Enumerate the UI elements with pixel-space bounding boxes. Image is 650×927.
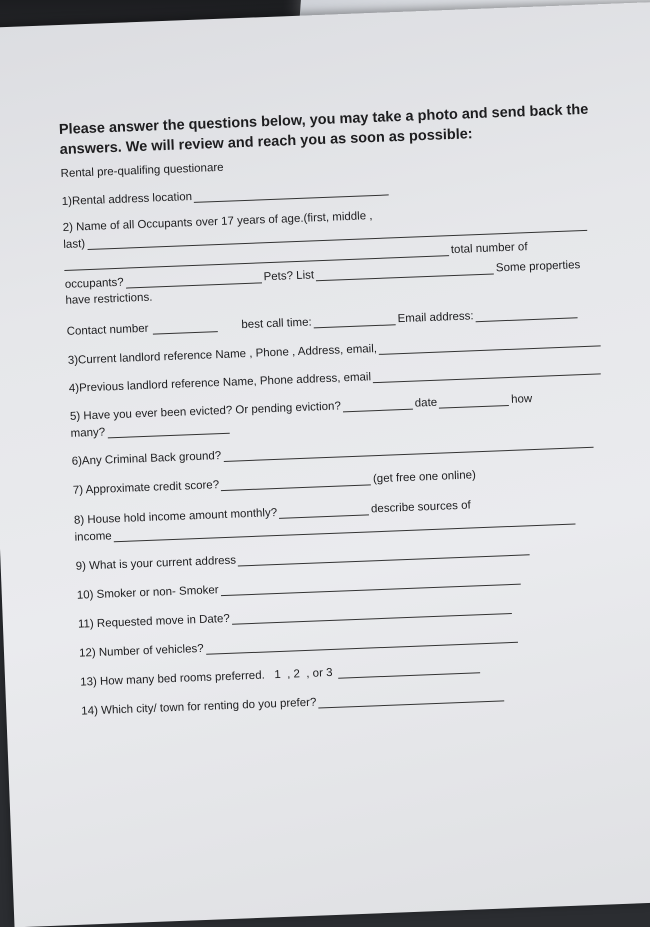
question-1 <box>61 182 391 208</box>
q11-answer-line[interactable] <box>232 601 512 625</box>
q3-label: 3)Current landlord reference Name , Phone , Address, email, <box>67 343 378 367</box>
q12-answer-line[interactable] <box>205 630 517 655</box>
q1-answer-line[interactable] <box>194 182 389 202</box>
contact-number-line[interactable] <box>152 319 217 334</box>
q11-label: 11) Requested move in Date? <box>77 612 231 631</box>
q10-label: 10) Smoker or non- Smoker <box>76 584 219 602</box>
q4-answer-line[interactable] <box>373 361 601 383</box>
question-9 <box>75 542 532 573</box>
q2-last-label: last) <box>63 238 86 251</box>
q5-date-line[interactable] <box>439 393 509 409</box>
q7-answer-line[interactable] <box>221 472 371 491</box>
question-14 <box>81 688 506 717</box>
q5-how-label: how <box>510 393 533 406</box>
form-heading: Please answer the questions below, you may take a photo and send back the answers. We will review and reach you as soon as possible: <box>58 101 589 159</box>
q5-date-label: date <box>414 396 438 410</box>
q6-label: 6)Any Criminal Back ground? <box>71 450 222 468</box>
q14-label: 14) Which city/ town for renting do you prefer? <box>81 696 317 718</box>
contact-number-label: Contact number <box>66 322 149 338</box>
subtitle-text: Rental pre-qualifing questionare <box>60 161 224 181</box>
q8-sources-label: describe sources of <box>370 499 471 516</box>
q1-label: 1)Rental address location <box>61 190 193 208</box>
q14-answer-line[interactable] <box>318 688 504 708</box>
question-7 <box>73 468 477 496</box>
question-11 <box>78 601 514 631</box>
email-line[interactable] <box>475 305 577 322</box>
best-call-time-line[interactable] <box>313 312 395 328</box>
q4-label: 4)Previous landlord reference Name, Phone address, email <box>68 371 372 395</box>
contact-row <box>66 305 579 338</box>
q2-properties-label: Some properties <box>495 259 581 275</box>
q2-pets-line[interactable] <box>316 261 494 281</box>
q10-answer-line[interactable] <box>220 572 520 597</box>
q2-restrictions-label: have restrictions. <box>65 291 153 307</box>
q9-answer-line[interactable] <box>238 542 530 566</box>
question-4 <box>69 361 603 395</box>
question-5-line-2 <box>70 421 231 440</box>
q5-label: 5) Have you ever been evicted? Or pending eviction? <box>69 400 342 423</box>
q12-label: 12) Number of vehicles? <box>78 642 204 660</box>
best-call-time-label: best call time: <box>241 316 312 332</box>
question-3 <box>68 333 603 367</box>
q2-pets-label: Pets? List <box>263 269 315 284</box>
q7-note: (get free one online) <box>372 469 477 486</box>
q6-answer-line[interactable] <box>223 435 593 462</box>
q5-eviction-line[interactable] <box>343 397 413 413</box>
question-10 <box>77 572 523 602</box>
q13-label: 13) How many bed rooms preferred. 1 , 2 , or 3 <box>79 666 333 689</box>
q13-answer-line[interactable] <box>338 660 480 678</box>
q3-answer-line[interactable] <box>379 333 601 355</box>
q8-label: 8) House hold income amount monthly? <box>73 506 278 527</box>
q8-income-label: income <box>74 530 112 544</box>
q2-occupants-label: occupants? <box>64 276 124 291</box>
question-5 <box>70 392 533 423</box>
q2-label: 2) Name of all Occupants over 17 years of age.(first, middle , <box>62 210 373 234</box>
q2-total-label: total number of <box>450 241 528 257</box>
question-6 <box>71 435 595 468</box>
q9-label: 9) What is your current address <box>75 554 237 573</box>
email-label: Email address: <box>397 310 474 326</box>
question-13 <box>80 660 483 688</box>
form-subtitle <box>60 162 223 180</box>
question-2-line-5 <box>65 292 152 307</box>
question-12 <box>79 630 520 660</box>
form-content <box>58 99 601 718</box>
q7-label: 7) Approximate credit score? <box>72 479 220 497</box>
q2-occupants-line[interactable] <box>125 270 261 288</box>
q5-many-line[interactable] <box>107 421 229 439</box>
q5-many-label: many? <box>70 426 106 440</box>
q8-answer-line[interactable] <box>279 502 369 518</box>
